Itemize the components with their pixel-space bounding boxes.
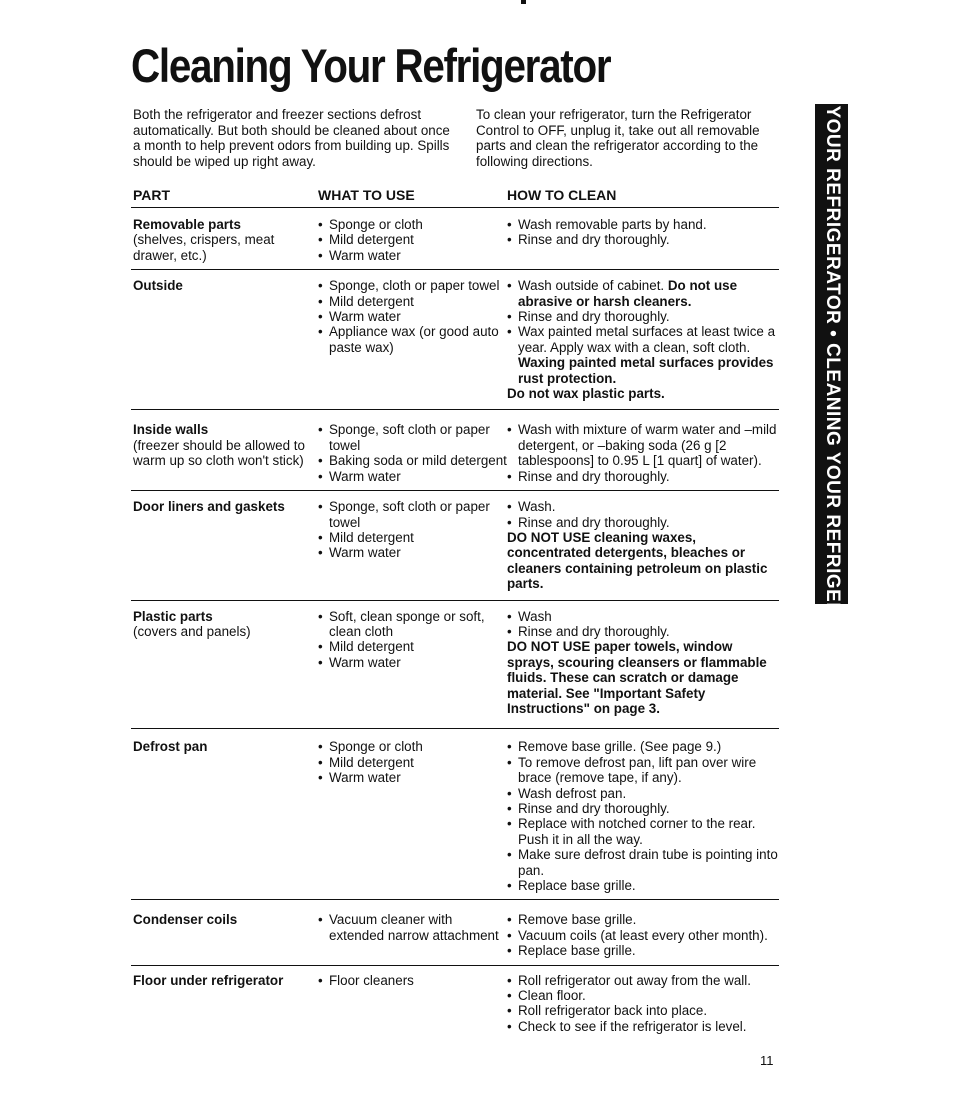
header-part: PART	[133, 186, 171, 203]
list-item: • Replace base grille.	[507, 943, 779, 958]
warning-note: DO NOT USE cleaning waxes, concentrated detergents, bleaches or cleaners containing petroleum on plastic parts.	[507, 529, 768, 592]
list-item: • Rinse and dry thoroughly.	[507, 309, 779, 324]
warning-note: Do not wax plastic parts.	[507, 386, 665, 402]
warning-note: DO NOT USE paper towels, window sprays, scouring cleansers or flammable fluids. These can scratch or damage material. See "Important Safety Instructions" on page 3.	[507, 639, 767, 716]
list-item: • Mild detergent	[318, 294, 507, 309]
list-item: • Roll refrigerator out away from the wall.	[507, 973, 779, 988]
page-mark	[521, 0, 526, 4]
list-item: • Warm water	[318, 770, 507, 785]
list-item: • Replace with notched corner to the rear. Push it in all the way.	[507, 816, 779, 847]
table-header	[131, 182, 779, 208]
list-item: • Rinse and dry thoroughly.	[507, 469, 779, 484]
cleaning-table	[131, 182, 779, 1042]
list-item: • Sponge or cloth	[318, 217, 507, 232]
part-name: Outside	[133, 278, 183, 294]
section-tab-label: USING YOUR REFRIGERATOR • CLEANING YOUR REFRIGERATOR	[821, 37, 843, 671]
list-item	[507, 278, 779, 309]
list-item: • Sponge, soft cloth or paper towel	[318, 499, 507, 530]
table-row	[131, 966, 779, 1043]
list-item: • Mild detergent	[318, 639, 507, 654]
table-row	[131, 270, 779, 410]
warning-text: Do not use abrasive or harsh cleaners.	[518, 278, 738, 309]
table-row	[131, 900, 779, 965]
list-item: • Sponge or cloth	[318, 739, 507, 754]
list-item: • Warm water	[318, 655, 507, 670]
list-item: • Wash removable parts by hand.	[507, 217, 779, 232]
list-item: • Warm water	[318, 545, 507, 560]
list-item: • Vacuum cleaner with extended narrow attachment	[318, 912, 507, 943]
part-name: Defrost pan	[133, 739, 208, 755]
list-item: • Rinse and dry thoroughly.	[507, 624, 779, 639]
list-item: • Rinse and dry thoroughly.	[507, 232, 779, 247]
list-item: • Sponge, soft cloth or paper towel	[318, 422, 507, 453]
list-item: • Floor cleaners	[318, 973, 507, 988]
list-item: • Vacuum coils (at least every other month).	[507, 928, 779, 943]
list-item: • Warm water	[318, 309, 507, 324]
list-item: • Sponge, cloth or paper towel	[318, 278, 507, 293]
list-item: • Warm water	[318, 469, 507, 484]
list-item: • Remove base grille.	[507, 912, 779, 927]
table-row	[131, 208, 779, 270]
list-item: • Warm water	[318, 248, 507, 263]
list-item: • Clean floor.	[507, 988, 779, 1003]
list-item: • Mild detergent	[318, 530, 507, 545]
table-row	[131, 729, 779, 900]
list-item	[507, 324, 779, 386]
how-text: Wash outside of cabinet.	[518, 278, 668, 294]
list-item: • Make sure defrost drain tube is pointing into pan.	[507, 847, 779, 878]
part-note: (covers and panels)	[133, 623, 251, 639]
table-row	[131, 601, 779, 730]
list-item: • Check to see if the refrigerator is level.	[507, 1019, 779, 1034]
list-item: • Remove base grille. (See page 9.)	[507, 739, 779, 754]
list-item: • Wash with mixture of warm water and –mild detergent, or –baking soda (26 g [2 tablespoons] to 0.95 L [1 quart] of water).	[507, 422, 779, 468]
list-item: • Wash	[507, 609, 779, 624]
table-row	[131, 410, 779, 491]
list-item: • Mild detergent	[318, 232, 507, 247]
list-item: • Baking soda or mild detergent	[318, 453, 507, 468]
list-item: • Mild detergent	[318, 755, 507, 770]
part-name: Door liners and gaskets	[133, 499, 285, 515]
header-how: HOW TO CLEAN	[507, 186, 617, 203]
intro-left: Both the refrigerator and freezer sections defrost automatically. But both should be cleaned about once a month to help prevent odors from building up. Spills should be wiped up right away.	[133, 107, 450, 169]
list-item: • Rinse and dry thoroughly.	[507, 801, 779, 816]
part-name: Condenser coils	[133, 912, 238, 928]
part-note: (freezer should be allowed to warm up so cloth won't stick)	[133, 437, 305, 469]
how-text: Wax painted metal surfaces at least twice a year. Apply wax with a clean, soft cloth.	[518, 324, 776, 355]
part-name: Removable parts	[133, 217, 241, 232]
page-title: Cleaning Your Refrigerator	[131, 39, 611, 92]
list-item: • Wash.	[507, 499, 779, 514]
header-what: WHAT TO USE	[318, 186, 415, 203]
list-item: • Rinse and dry thoroughly.	[507, 515, 779, 530]
page-number: 11	[760, 1053, 774, 1068]
list-item: • To remove defrost pan, lift pan over wire brace (remove tape, if any).	[507, 755, 779, 786]
part-name: Plastic parts	[133, 608, 213, 624]
list-item: • Appliance wax (or good auto paste wax)	[318, 324, 507, 355]
list-item: • Soft, clean sponge or soft, clean cloth	[318, 609, 507, 640]
warning-text: Waxing painted metal surfaces provides rust protection.	[518, 355, 774, 386]
part-name: Floor under refrigerator	[133, 972, 284, 988]
list-item: • Roll refrigerator back into place.	[507, 1003, 779, 1018]
part-note: (shelves, crispers, meat drawer, etc.)	[133, 232, 275, 263]
section-tab	[815, 37, 848, 671]
list-item: • Replace base grille.	[507, 878, 779, 893]
table-row	[131, 491, 779, 600]
part-name: Inside walls	[133, 422, 209, 438]
list-item: • Wash defrost pan.	[507, 786, 779, 801]
intro-right: To clean your refrigerator, turn the Refrigerator Control to OFF, unplug it, take out all removable parts and clean the refrigerator according to the following directions.	[476, 107, 760, 169]
